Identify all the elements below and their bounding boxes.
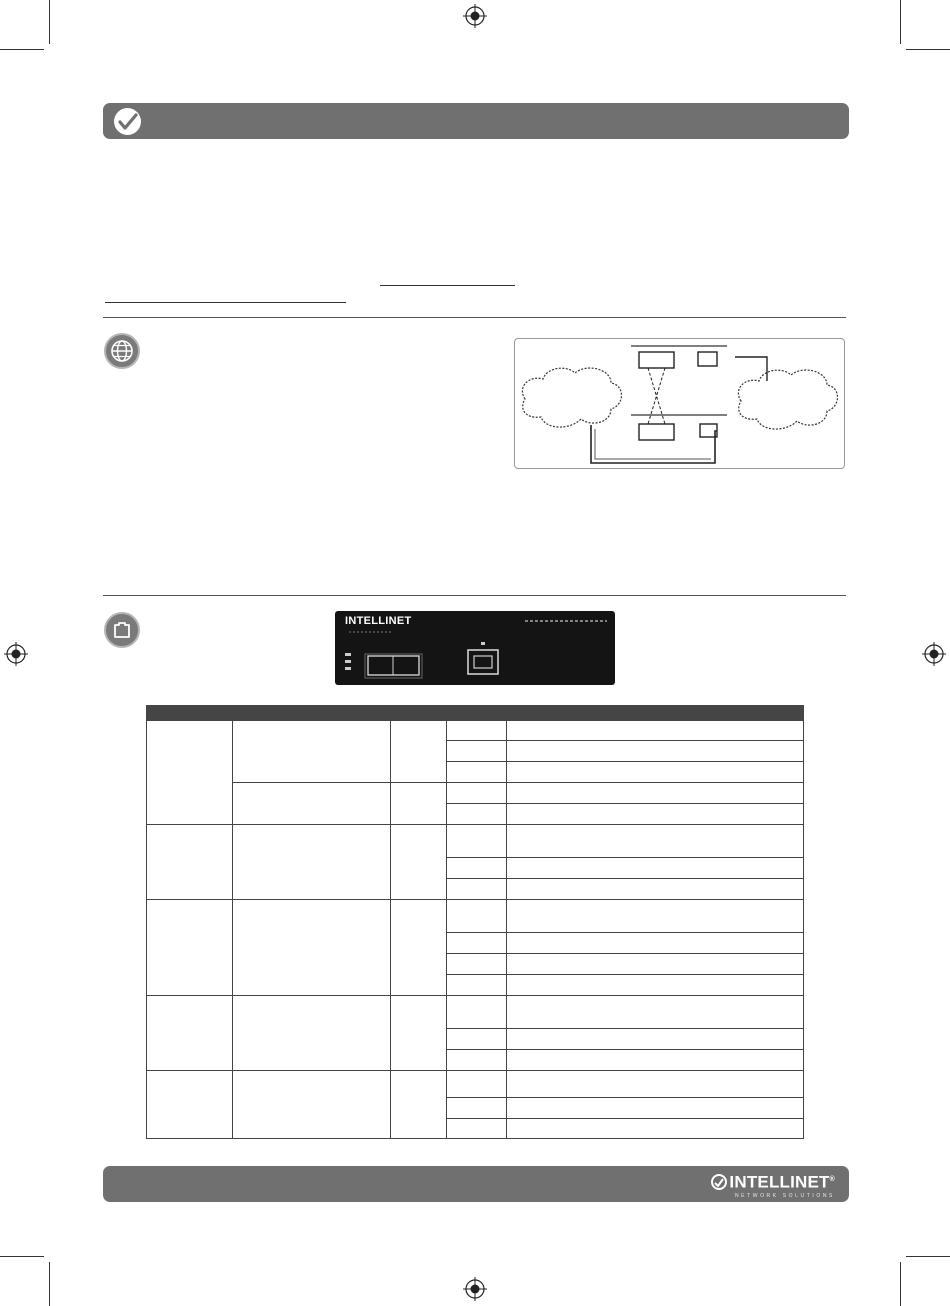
crop-mark [0, 49, 44, 50]
ethernet-port-icon [104, 612, 140, 648]
registration-mark [4, 642, 28, 666]
footer-brand: INTELLINET [729, 1172, 830, 1192]
table-row [147, 1071, 804, 1098]
table-row [147, 721, 804, 741]
section-divider [103, 595, 846, 596]
device-panel-details [335, 611, 615, 685]
footer-tagline: NETWORK SOLUTIONS [734, 1192, 835, 1199]
network-diagram [514, 338, 845, 469]
header-bar [103, 103, 849, 139]
section-divider [103, 317, 846, 318]
registration-mark [922, 642, 946, 666]
table-row [147, 825, 804, 858]
crop-mark [900, 0, 901, 44]
crop-mark [49, 0, 50, 44]
table-row [147, 900, 804, 933]
link-underline [105, 302, 346, 303]
crop-mark [906, 49, 950, 50]
table-header-row [147, 706, 804, 721]
crop-mark [900, 1262, 901, 1306]
crop-mark [906, 1256, 950, 1257]
link-underline [380, 285, 515, 286]
footer-logo [729, 1170, 835, 1200]
intellinet-logo-mark-icon [711, 1174, 727, 1190]
registration-mark [463, 4, 487, 28]
registered-mark: ® [829, 1176, 835, 1183]
led-table [146, 705, 804, 1139]
device-front-panel [335, 611, 615, 685]
table-row [147, 996, 804, 1029]
crop-mark [49, 1262, 50, 1306]
table-row [147, 783, 804, 804]
globe-network-icon [104, 333, 140, 369]
device-brand: INTELLINET [345, 615, 412, 627]
registration-mark [463, 1277, 487, 1301]
crop-mark [0, 1256, 44, 1257]
checkmark-icon [114, 108, 141, 135]
footer-bar [103, 1166, 849, 1202]
